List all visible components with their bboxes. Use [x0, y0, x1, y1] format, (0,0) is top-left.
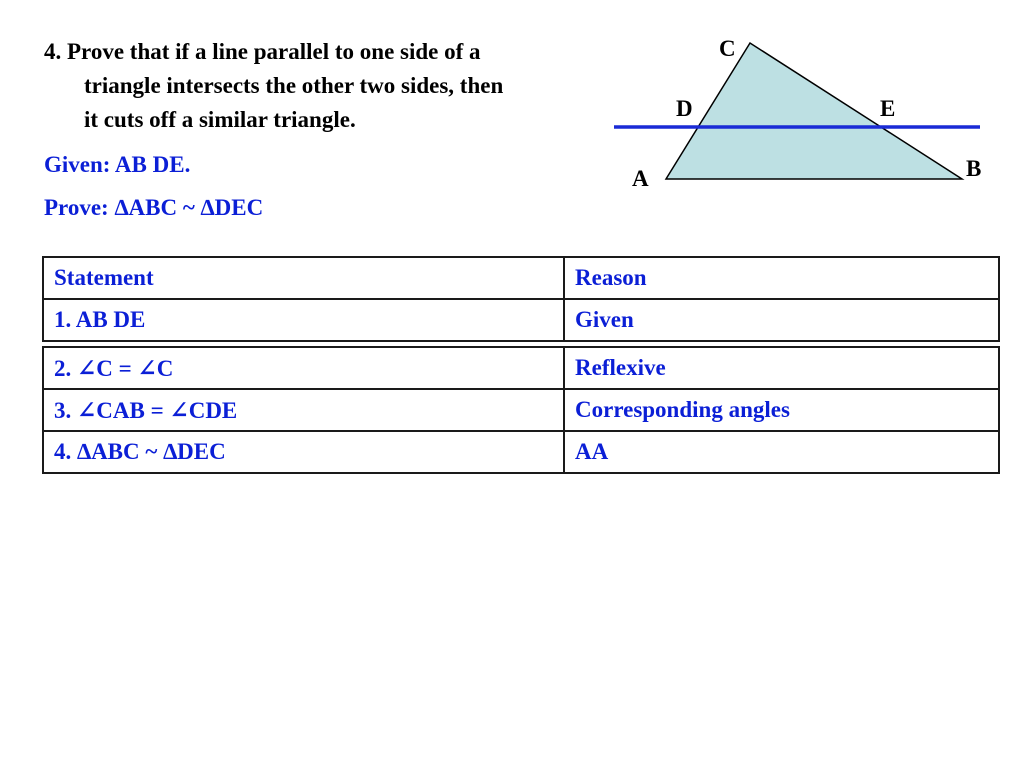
- problem-line-2: triangle intersects the other two sides, then: [84, 73, 504, 98]
- header-reason: Reason: [575, 265, 647, 290]
- table-row: [42, 388, 1000, 432]
- triangle-diagram: [600, 30, 1000, 200]
- prove-statement: Prove: ∆ABC ~ ∆DEC: [44, 195, 264, 220]
- given-statement: Given: AB DE.: [44, 152, 191, 177]
- reason-cell: Given: [575, 307, 634, 332]
- triangle-abc: [666, 43, 962, 179]
- table-row: [42, 298, 1000, 342]
- reason-cell: Corresponding angles: [575, 397, 790, 422]
- table-header-row: [42, 256, 1000, 300]
- reason-cell: Reflexive: [575, 355, 666, 380]
- reason-cell: AA: [575, 439, 609, 464]
- vertex-label-c: C: [719, 36, 736, 61]
- vertex-label-a: A: [632, 166, 649, 191]
- statement-cell: 2. ∠C = ∠C: [44, 348, 565, 388]
- vertex-label-b: B: [966, 156, 982, 181]
- header-statement: Statement: [44, 258, 565, 298]
- point-label-e: E: [880, 96, 896, 121]
- problem-statement: [44, 35, 614, 137]
- problem-line-3: it cuts off a similar triangle.: [84, 107, 356, 132]
- statement-cell: 4. ∆ABC ~ ∆DEC: [44, 432, 565, 472]
- table-row: [42, 430, 1000, 474]
- table-row: [42, 346, 1000, 390]
- point-label-d: D: [676, 96, 693, 121]
- problem-line-1: 4. Prove that if a line parallel to one side of a: [44, 39, 481, 64]
- statement-cell: 1. AB DE: [44, 300, 565, 340]
- proof-table: [42, 256, 1000, 474]
- statement-cell: 3. ∠CAB = ∠CDE: [44, 390, 565, 430]
